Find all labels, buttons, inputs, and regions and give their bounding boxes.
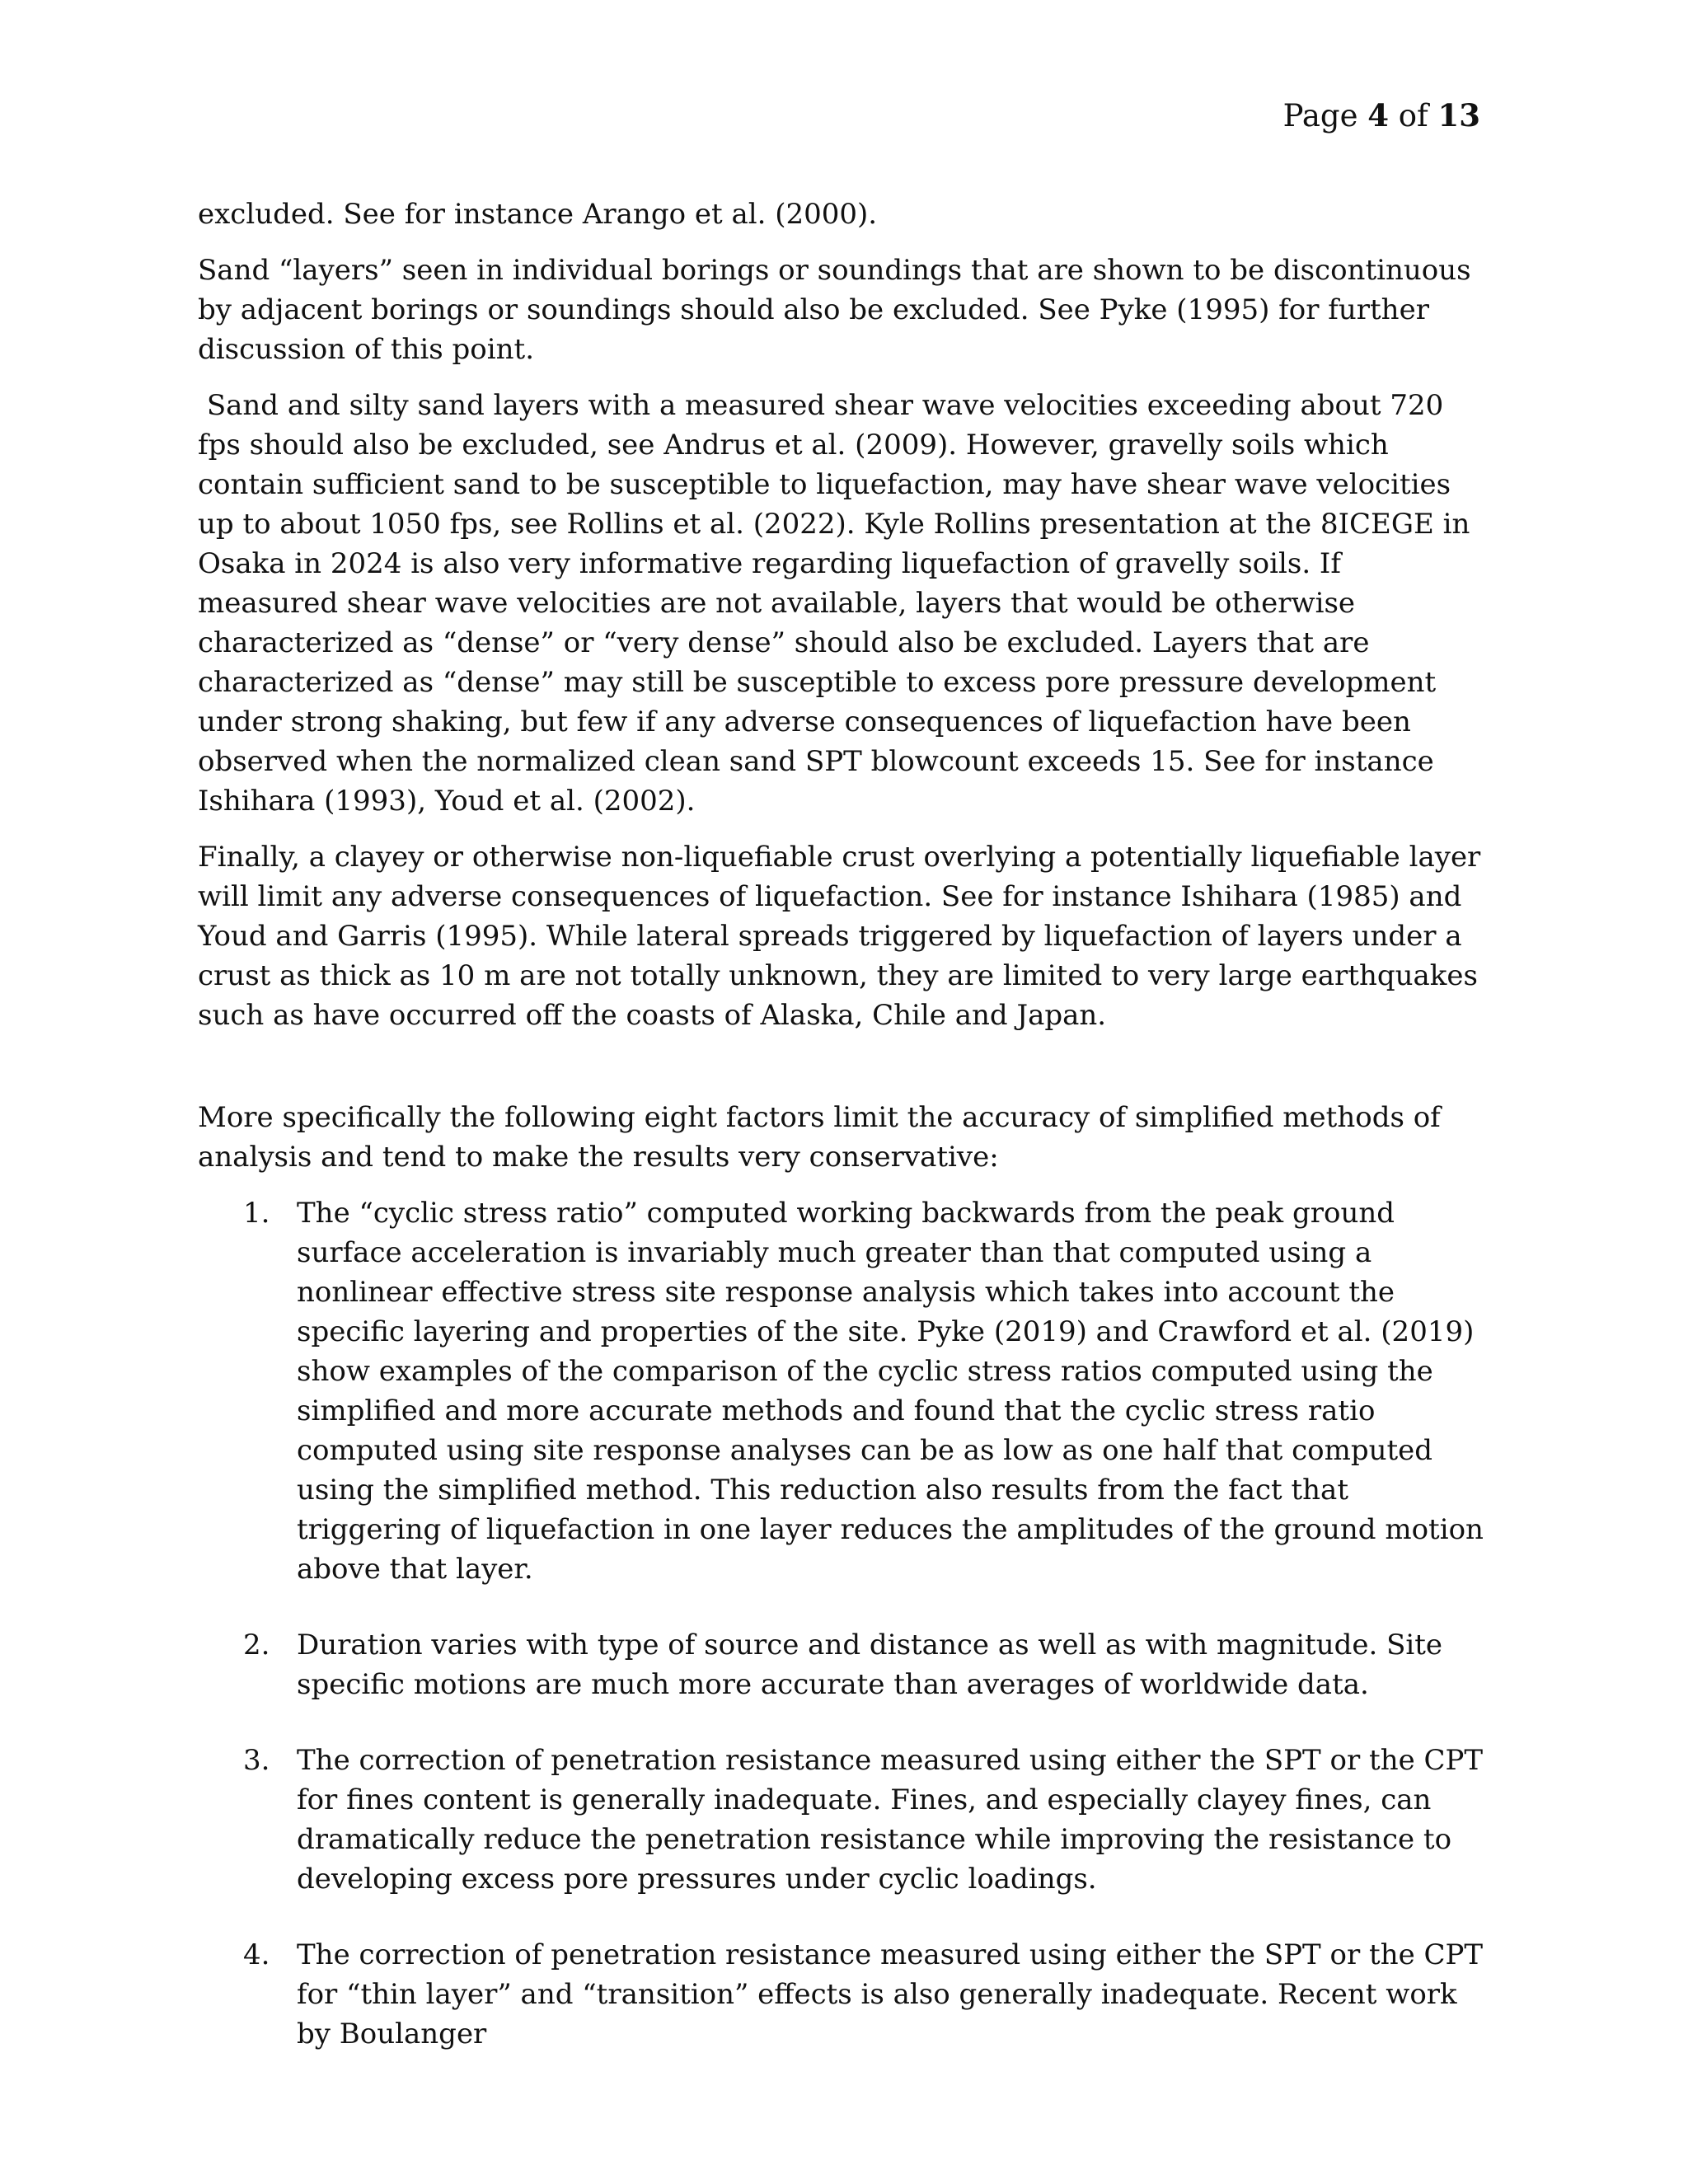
list-item-text: The correction of penetration resistance measured using either the SPT or the CPT for “thin layer” and “transition” effects is also generally inadequate. Recent work by Boulanger xyxy=(297,1938,1484,2050)
document-body xyxy=(198,194,1484,2090)
of-label: of xyxy=(1398,98,1428,134)
list-item-text: The correction of penetration resistance measured using either the SPT or the CPT for fines content is generally inadequate. Fines, and especially clayey fines, can dramatically reduce the penetration resistance while improving the resistance to developing excess pore pressures under cyclic loadings. xyxy=(297,1744,1484,1896)
page-total: 13 xyxy=(1437,97,1480,134)
list-item-number: 4. xyxy=(243,1938,270,1971)
page-label: Page xyxy=(1282,98,1358,134)
list-item-text: Duration varies with type of source and distance as well as with magnitude. Site specific motions are much more accurate than averages of worldwide data. xyxy=(297,1629,1443,1701)
list-item xyxy=(198,1741,1484,1899)
list-item-number: 1. xyxy=(243,1197,270,1230)
list-item-text: The “cyclic stress ratio” computed working backwards from the peak ground surface acceleration is invariably much greater than that computed using a nonlinear effective stress site response analysis which takes into account the specific layering and properties of the site. Pyke (2019) and Crawford et al. (2019) show examples of the comparison of the cyclic stress ratios computed using the simplified and more accurate methods and found that the cyclic stress ratio computed using site response analyses can be as low as one half that computed using the simplified method. This reduction also results from the fact that triggering of liquefaction in one layer reduces the amplitudes of the ground motion above that layer. xyxy=(297,1197,1484,1586)
page-number-header xyxy=(1283,97,1480,134)
list-item xyxy=(198,1625,1484,1704)
factors-list xyxy=(198,1193,1484,2054)
list-item xyxy=(198,1935,1484,2054)
paragraph: Sand “layers” seen in individual borings or soundings that are shown to be discontinuous by adjacent borings or soundings should also be excluded. See Pyke (1995) for further discussion of this point. xyxy=(198,254,1471,366)
list-item-number: 2. xyxy=(243,1629,270,1661)
paragraph: More specifically the following eight factors limit the accuracy of simplified methods of analysis and tend to make the results very conservative: xyxy=(198,1101,1441,1174)
paragraph: Sand and silty sand layers with a measured shear wave velocities exceeding about 720 fps should also be excluded, see Andrus et al. (2009). However, gravelly soils which contain sufficient sand to be susceptible to liquefaction, may have shear wave velocities up to about 1050 fps, see Rollins et al. (2022). Kyle Rollins presentation at the 8ICEGE in Osaka in 2024 is also very informative regarding liquefaction of gravelly soils. If measured shear wave velocities are not available, layers that would be otherwise characterized as “dense” or “very dense” should also be excluded. Layers that are characterized as “dense” may still be susceptible to excess pore pressure development under strong shaking, but few if any adverse consequences of liquefaction have been observed when the normalized clean sand SPT blowcount exceeds 15. See for instance Ishihara (1993), Youd et al. (2002). xyxy=(198,389,1479,818)
paragraph: excluded. See for instance Arango et al. (2000). xyxy=(198,198,878,231)
paragraph: Finally, a clayey or otherwise non-liquefiable crust overlying a potentially liquefiable layer will limit any adverse consequences of liquefaction. See for instance Ishihara (1985) and Youd and Garris (1995). While lateral spreads triggered by liquefaction of layers under a crust as thick as 10 m are not totally unknown, they are limited to very large earthquakes such as have occurred off the coasts of Alaska, Chile and Japan. xyxy=(198,841,1481,1032)
list-item xyxy=(198,1193,1484,1589)
list-item-number: 3. xyxy=(243,1744,270,1777)
page-current: 4 xyxy=(1367,97,1389,134)
